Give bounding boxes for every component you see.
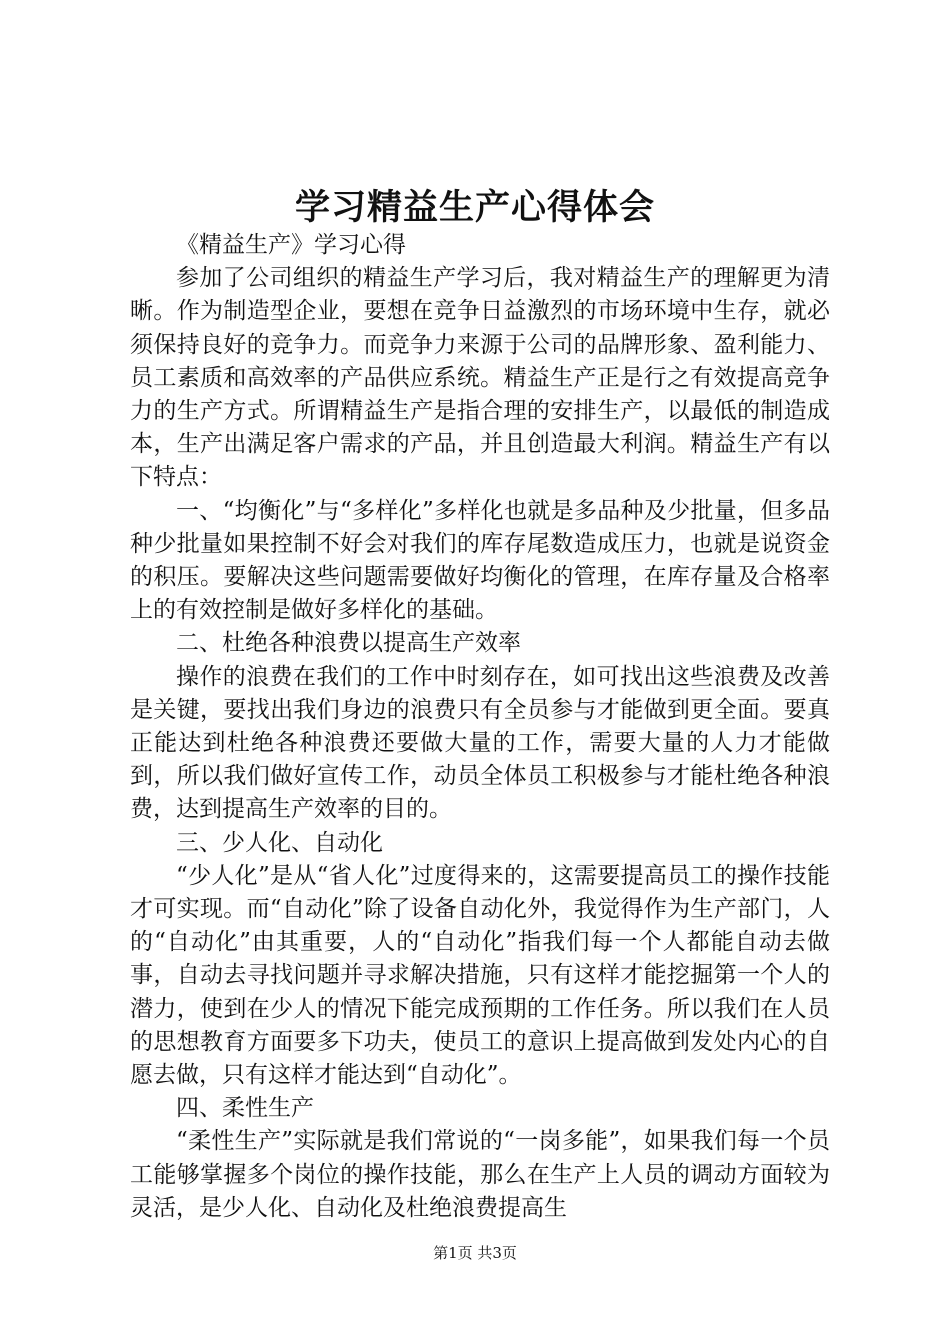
point-two-heading: 二、杜绝各种浪费以提高生产效率 [176,630,521,657]
point-two-paragraph: 操作的浪费在我们的工作中时刻存在，如可找出这些浪费及改善是关键，要找出我们身边的浪费只有全员参与才能做到更全面。要真正能达到杜绝各种浪费还要做大量的工作，需要大量的人力才能做到，所以我们做好宣传工作，动员全体员工积极参与才能杜绝各种浪费，达到提高生产效率的目的。 [130,663,830,823]
point-one-paragraph: 一、“均衡化”与“多样化”多样化也就是多品种及少批量，但多品种少批量如果控制不好会对我们的库存尾数造成压力，也就是说资金的积压。要解决这些问题需要做好均衡化的管理，在库存量及合格率上的有效控制是做好多样化的基础。 [130,497,830,624]
point-four-paragraph: “柔性生产”实际就是我们常说的“一岗多能”，如果我们每一个员工能够掌握多个岗位的操作技能，那么在生产上人员的调动方面较为灵活，是少人化、自动化及杜绝浪费提高生 [130,1128,830,1221]
subtitle-paragraph: 《精益生产》学习心得 [176,232,406,258]
document-title: 学习精益生产心得体会 [294,187,655,228]
point-four-heading: 四、柔性生产 [176,1095,314,1122]
point-three-heading: 三、少人化、自动化 [176,829,383,856]
intro-paragraph: 参加了公司组织的精益生产学习后，我对精益生产的理解更为清晰。作为制造型企业，要想在竞争日益激烈的市场环境中生存，就必须保持良好的竞争力。而竞争力来源于公司的品牌形象、盈利能力、员工素质和高效率的产品供应系统。精益生产正是行之有效提高竞争力的生产方式。所谓精益生产是指合理的安排生产，以最低的制造成本，生产出满足客户需求的产品，并且创造最大利润。精益生产有以下特点： [130,265,830,491]
point-three-paragraph: “少人化”是从“省人化”过度得来的，这需要提高员工的操作技能才可实现。而“自动化”除了设备自动化外，我觉得作为生产部门，人的“自动化”由其重要，人的“自动化”指我们每一个人都能自动去做事，自动去寻找问题并寻求解决措施，只有这样才能挖掘第一个人的潜力，使到在少人的情况下能完成预期的工作任务。所以我们在人员的思想教育方面要多下功夫，使员工的意识上提高做到发处内心的自愿去做，只有这样才能达到“自动化”。 [130,862,830,1089]
document-body [130,229,830,1225]
page-footer: 第1页 共3页 [433,1244,517,1262]
